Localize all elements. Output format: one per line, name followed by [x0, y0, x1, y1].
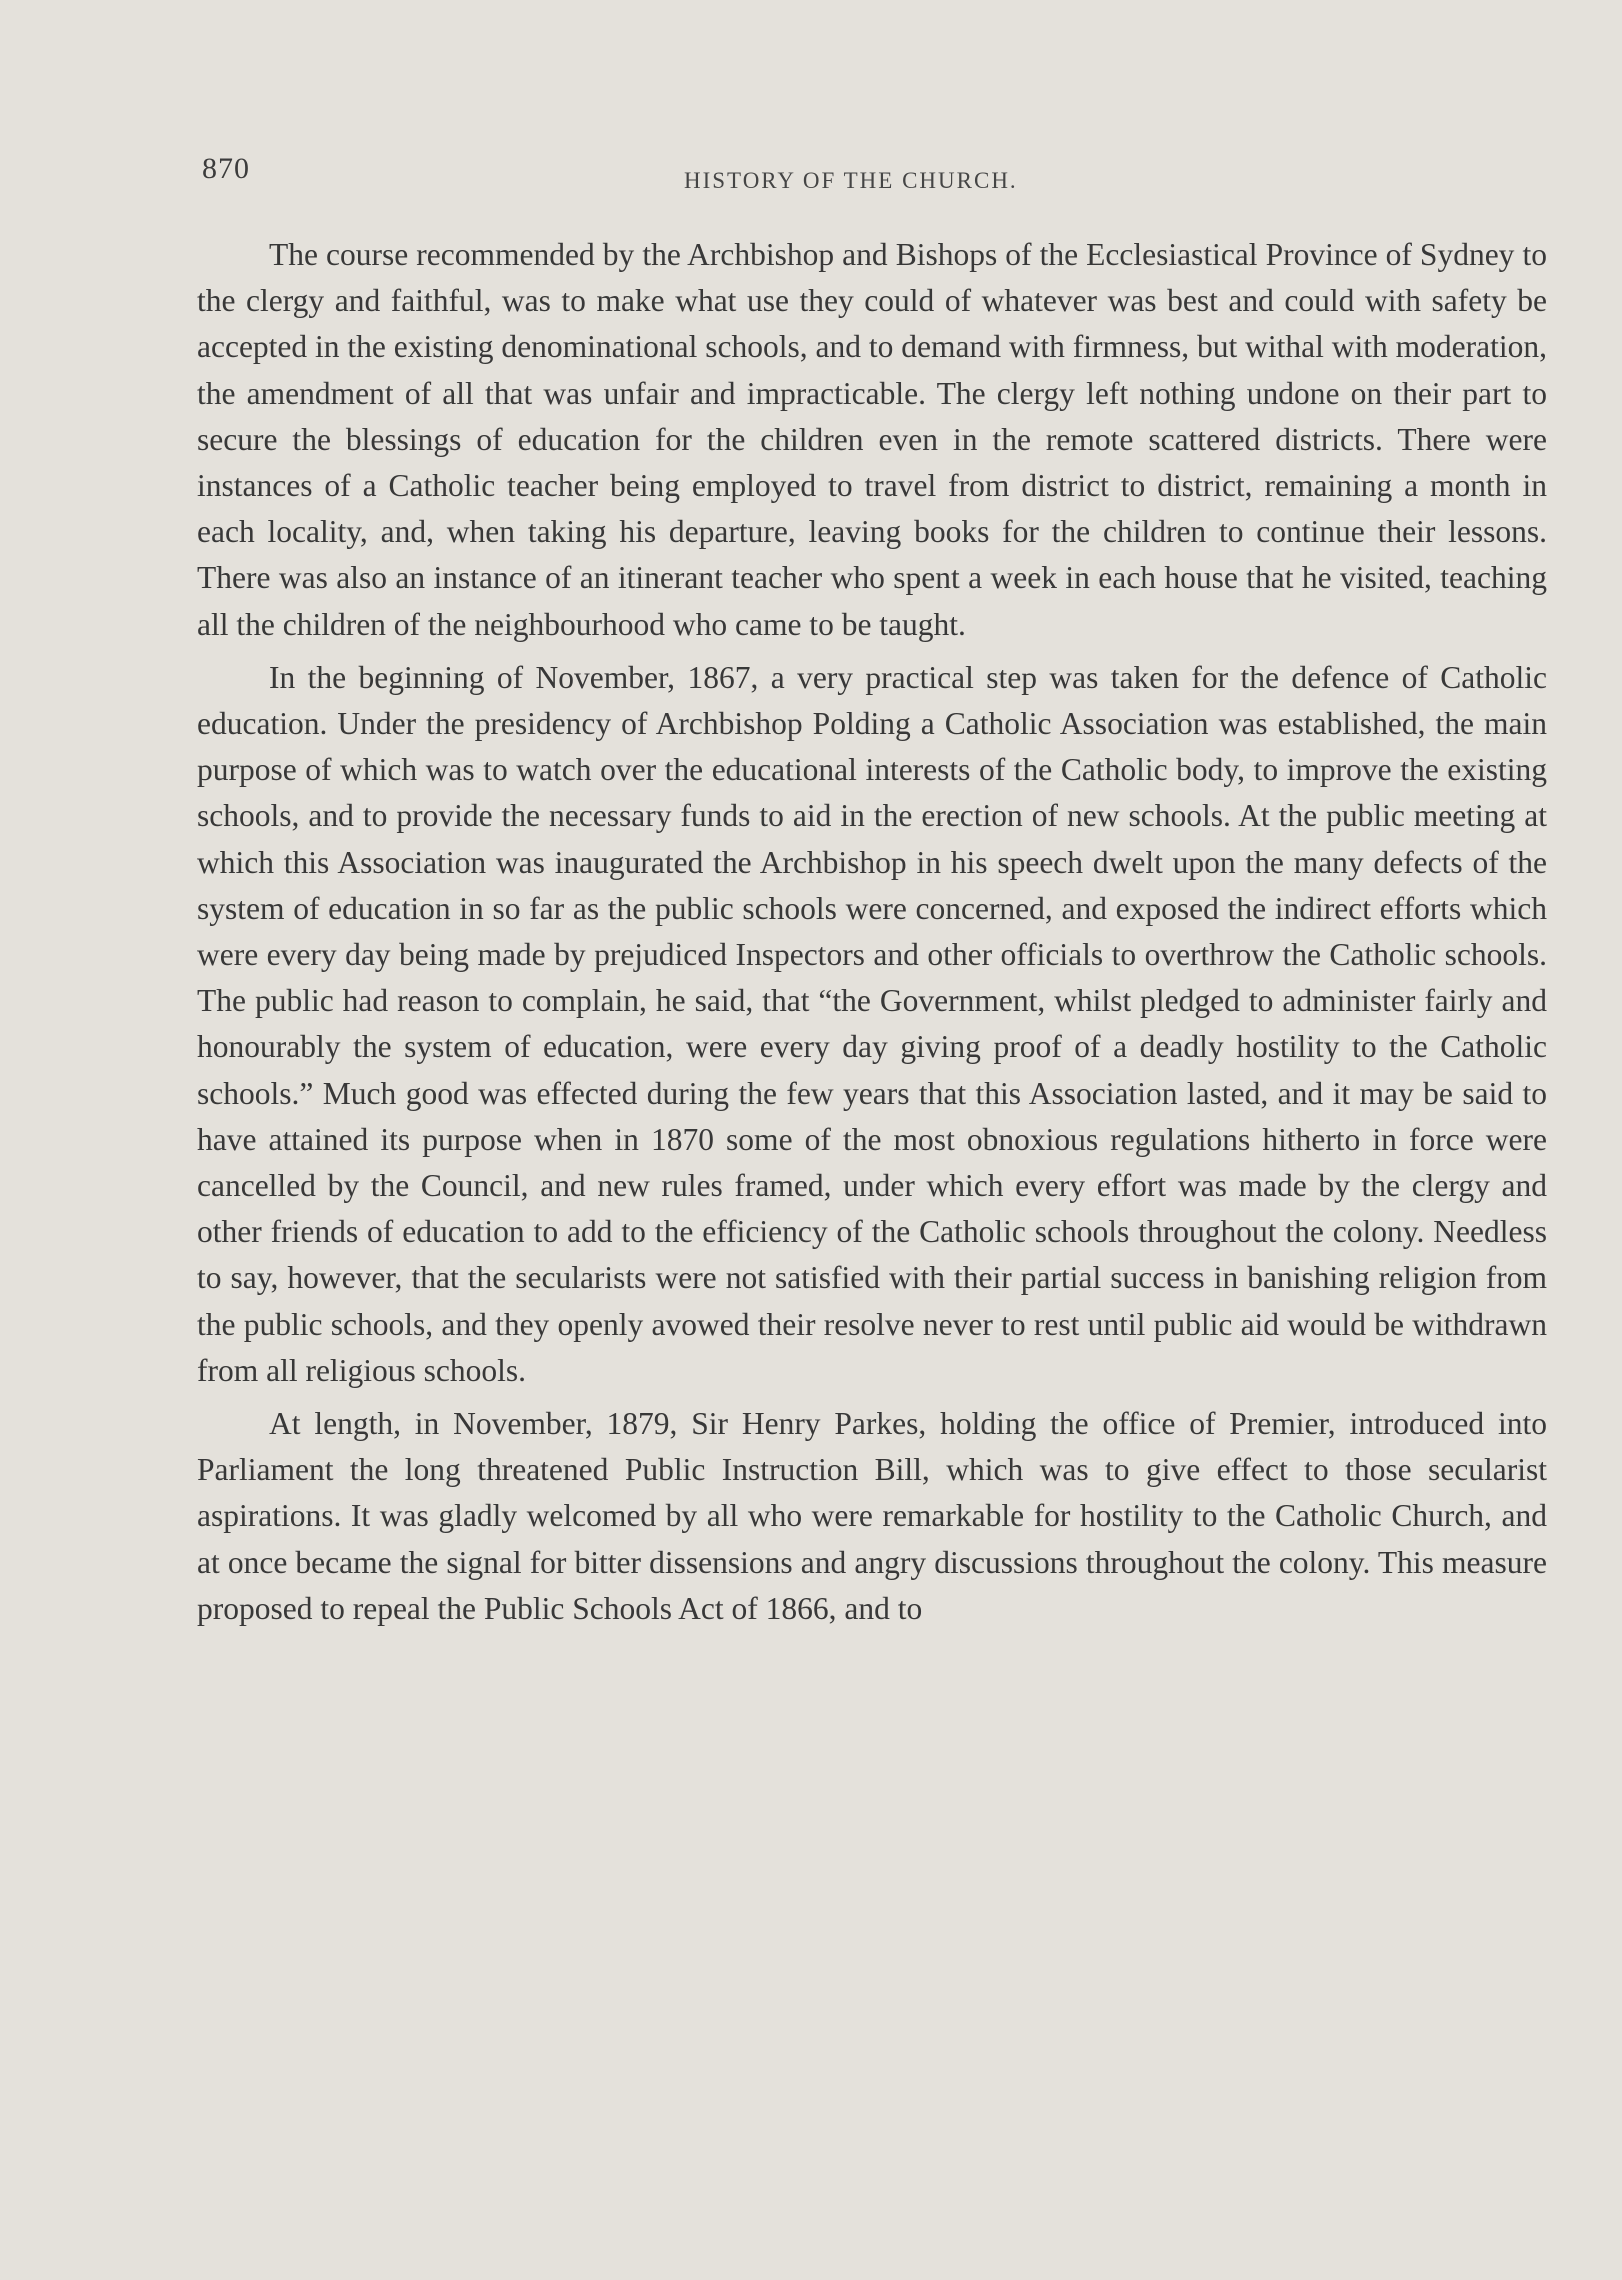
paragraph-1: The course recommended by the Archbishop and Bishops of the Ecclesiastical Province of Sydney to the clergy and faithful, was to make what use they could of whatever was best and could with safety be accepted in the existing denominational schools, and to demand with firmness, but withal with moderation, the amendment of all that was unfair and impracticable. The clergy left nothing undone on their part to secure the blessings of education for the children even in the remote scattered districts. There were instances of a Catholic teacher being employed to travel from district to district, remaining a month in each locality, and, when taking his departure, leaving books for the children to continue their lessons. There was also an instance of an itinerant teacher who spent a week in each house that he visited, teaching all the children of the neighbourhood who came to be taught.	[197, 237, 1547, 642]
paragraph-3: At length, in November, 1879, Sir Henry Parkes, holding the office of Premier, introduced into Parliament the long threatened Public Instruction Bill, which was to give effect to those secularist aspirations. It was gladly welcomed by all who were remarkable for hostility to the Catholic Church, and at once became the signal for bitter dissensions and angry discussions throughout the colony. This measure proposed to repeal the Public Schools Act of 1866, and to	[197, 1406, 1547, 1626]
running-title: HISTORY OF THE CHURCH.	[684, 168, 1018, 193]
page-header	[202, 150, 1547, 200]
page-number: 870	[202, 152, 250, 185]
body-text	[197, 232, 1547, 1639]
paragraph-2: In the beginning of November, 1867, a very practical step was taken for the defence of Catholic education. Under the presidency of Archbishop Polding a Catholic Association was established, the main purpose of which was to watch over the educational interests of the Catholic body, to improve the existing schools, and to provide the necessary funds to aid in the erection of new schools. At the public meeting at which this Association was inaugurated the Archbishop in his speech dwelt upon the many defects of the system of education in so far as the public schools were concerned, and exposed the indirect efforts which were every day being made by prejudiced Inspectors and other officials to overthrow the Catholic schools. The public had reason to complain, he said, that “the Government, whilst pledged to administer fairly and honourably the system of education, were every day giving proof of a deadly hostility to the Catholic schools.” Much good was effected during the few years that this Association lasted, and it may be said to have attained its purpose when in 1870 some of the most obnoxious regulations hitherto in force were cancelled by the Council, and new rules framed, under which every effort was made by the clergy and other friends of education to add to the efficiency of the Catholic schools throughout the colony. Needless to say, however, that the secularists were not satisfied with their partial success in banishing religion from the public schools, and they openly avowed their resolve never to rest until public aid would be withdrawn from all religious schools.	[197, 659, 1547, 1388]
